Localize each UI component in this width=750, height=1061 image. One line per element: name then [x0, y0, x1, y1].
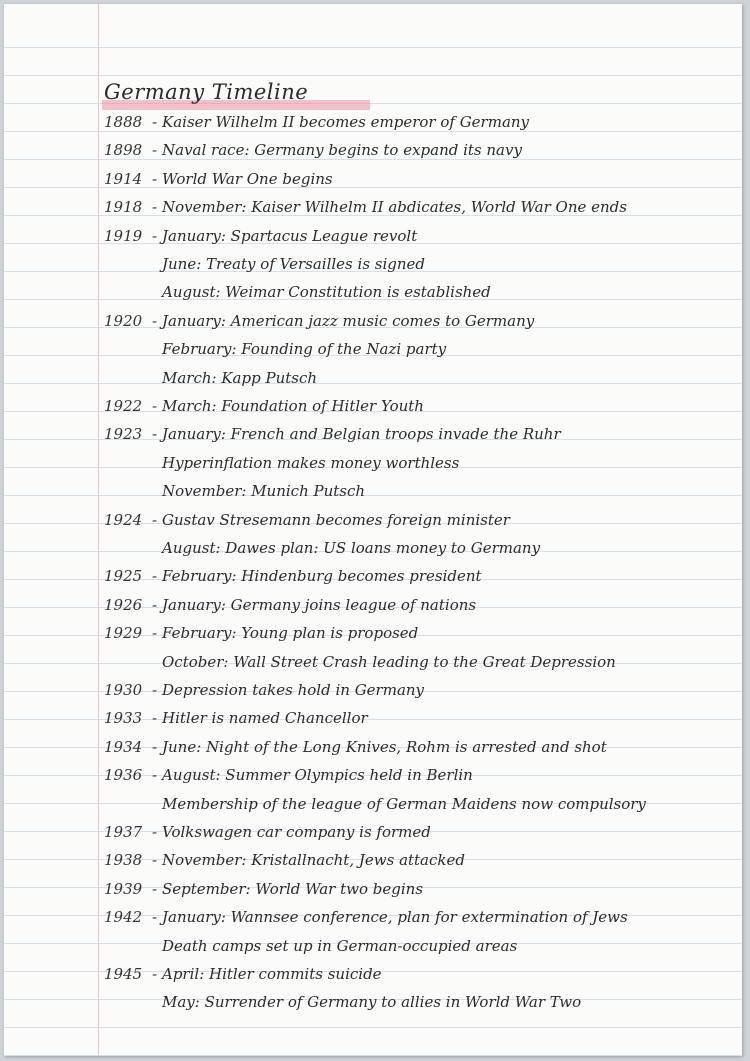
year-dash: -: [152, 595, 158, 614]
entry-year: 1942: [104, 903, 142, 931]
entry-year: 1920: [104, 307, 142, 335]
year-dash: -: [152, 737, 158, 756]
year-dash: -: [152, 169, 158, 188]
timeline-entry: [4, 846, 742, 874]
entry-year: 1926: [104, 591, 142, 619]
entry-text: January: Wannsee conference, plan for extermination of Jews: [162, 908, 628, 927]
entry-year: 1919: [104, 222, 142, 250]
entry-year: 1918: [104, 193, 142, 221]
entry-year: 1924: [104, 506, 142, 534]
entry-text: October: Wall Street Crash leading to the Great Depression: [162, 652, 616, 671]
year-dash: -: [152, 709, 158, 728]
entry-year: 1914: [104, 165, 142, 193]
timeline-entry: [4, 704, 742, 732]
timeline-entry: [4, 335, 742, 363]
timeline-entry: [4, 562, 742, 590]
year-dash: -: [152, 965, 158, 983]
entry-text: March: Foundation of Hitler Youth: [162, 397, 424, 415]
timeline-entry: [4, 988, 742, 1016]
entry-year: 1898: [104, 136, 142, 164]
entry-year: 1936: [104, 761, 142, 789]
year-dash: -: [152, 141, 158, 160]
entry-year: 1933: [104, 704, 142, 732]
entry-text: Hitler is named Chancellor: [162, 709, 368, 728]
timeline-entry: [4, 591, 742, 619]
entry-text: February: Founding of the Nazi party: [162, 340, 447, 359]
year-dash: -: [152, 879, 158, 898]
year-dash: -: [152, 226, 158, 245]
timeline-entry: [4, 648, 742, 676]
entry-year: 1938: [104, 846, 142, 874]
timeline-entry: [4, 619, 742, 647]
entry-text: World War One begins: [162, 169, 333, 188]
entry-text: Kaiser Wilhelm II becomes emperor of Germany: [162, 113, 530, 131]
entry-text: September: World War two begins: [162, 879, 424, 898]
timeline-entry: [4, 307, 742, 335]
notebook-page: [4, 4, 742, 1056]
year-dash: -: [152, 908, 158, 927]
entry-year: 1922: [104, 392, 142, 420]
timeline-entry: [4, 449, 742, 477]
entry-text: November: Kaiser Wilhelm II abdicates, World War One ends: [162, 198, 627, 217]
entry-text: August: Summer Olympics held in Berlin: [162, 766, 473, 785]
entry-text: June: Night of the Long Knives, Rohm is arrested and shot: [162, 737, 607, 756]
entry-text: January: Germany joins league of nations: [162, 595, 477, 614]
timeline-entry: [4, 278, 742, 306]
entry-text: April: Hitler commits suicide: [162, 965, 382, 983]
entry-text: February: Young plan is proposed: [162, 624, 419, 643]
year-dash: -: [152, 766, 158, 785]
entry-year: 1929: [104, 619, 142, 647]
timeline-entry: [4, 875, 742, 903]
year-dash: -: [152, 823, 158, 841]
timeline-entry: [4, 534, 742, 562]
entry-text: Membership of the league of German Maidens now compulsory: [162, 794, 646, 813]
timeline-entry: [4, 250, 742, 278]
year-dash: -: [152, 681, 158, 699]
timeline-entry: [4, 761, 742, 789]
timeline-entry: [4, 420, 742, 448]
timeline-entry: [4, 165, 742, 193]
entry-text: February: Hindenburg becomes president: [162, 567, 482, 586]
timeline-entry: [4, 392, 742, 420]
timeline-entry: [4, 108, 742, 136]
entry-text: March: Kapp Putsch: [162, 368, 318, 387]
entry-text: January: Spartacus League revolt: [162, 226, 418, 245]
entry-year: 1888: [104, 108, 142, 136]
entry-text: Gustav Stresemann becomes foreign minister: [162, 510, 510, 529]
entry-text: August: Dawes plan: US loans money to Germany: [162, 539, 541, 557]
entry-text: Naval race: Germany begins to expand its navy: [162, 141, 522, 160]
entry-year: 1930: [104, 676, 142, 704]
year-dash: -: [152, 311, 158, 330]
entry-text: Hyperinflation makes money worthless: [162, 453, 460, 472]
timeline-entry: [4, 676, 742, 704]
entry-year: 1934: [104, 733, 142, 761]
year-dash: -: [152, 397, 158, 415]
timeline-entry: [4, 932, 742, 960]
timeline-entry: [4, 818, 742, 846]
year-dash: -: [152, 510, 158, 529]
entry-year: 1945: [104, 960, 142, 988]
year-dash: -: [152, 198, 158, 217]
page-title: Germany Timeline: [104, 80, 309, 104]
entry-text: January: French and Belgian troops invade the Ruhr: [162, 425, 561, 444]
entry-text: January: American jazz music comes to Germany: [162, 311, 535, 330]
timeline-entry: [4, 477, 742, 505]
timeline-entry: [4, 222, 742, 250]
entry-year: 1925: [104, 562, 142, 590]
entry-text: August: Weimar Constitution is established: [162, 283, 491, 302]
year-dash: -: [152, 567, 158, 586]
timeline-entry: [4, 960, 742, 988]
entry-text: Volkswagen car company is formed: [162, 823, 431, 841]
timeline-entry: [4, 193, 742, 221]
entry-year: 1939: [104, 875, 142, 903]
timeline-entry: [4, 733, 742, 761]
timeline-entry: [4, 136, 742, 164]
year-dash: -: [152, 851, 158, 870]
entry-text: Depression takes hold in Germany: [162, 681, 425, 699]
entry-year: 1937: [104, 818, 142, 846]
entry-text: November: Kristallnacht, Jews attacked: [162, 851, 465, 870]
entry-text: June: Treaty of Versailles is signed: [162, 255, 426, 273]
entry-text: May: Surrender of Germany to allies in World War Two: [162, 993, 582, 1012]
entry-year: 1923: [104, 420, 142, 448]
year-dash: -: [152, 425, 158, 444]
timeline-entry: [4, 903, 742, 931]
timeline-entry: [4, 506, 742, 534]
year-dash: -: [152, 113, 158, 131]
entry-text: November: Munich Putsch: [162, 482, 366, 501]
timeline-entry: [4, 790, 742, 818]
entry-text: Death camps set up in German-occupied areas: [162, 936, 518, 955]
year-dash: -: [152, 624, 158, 643]
timeline-entry: [4, 364, 742, 392]
